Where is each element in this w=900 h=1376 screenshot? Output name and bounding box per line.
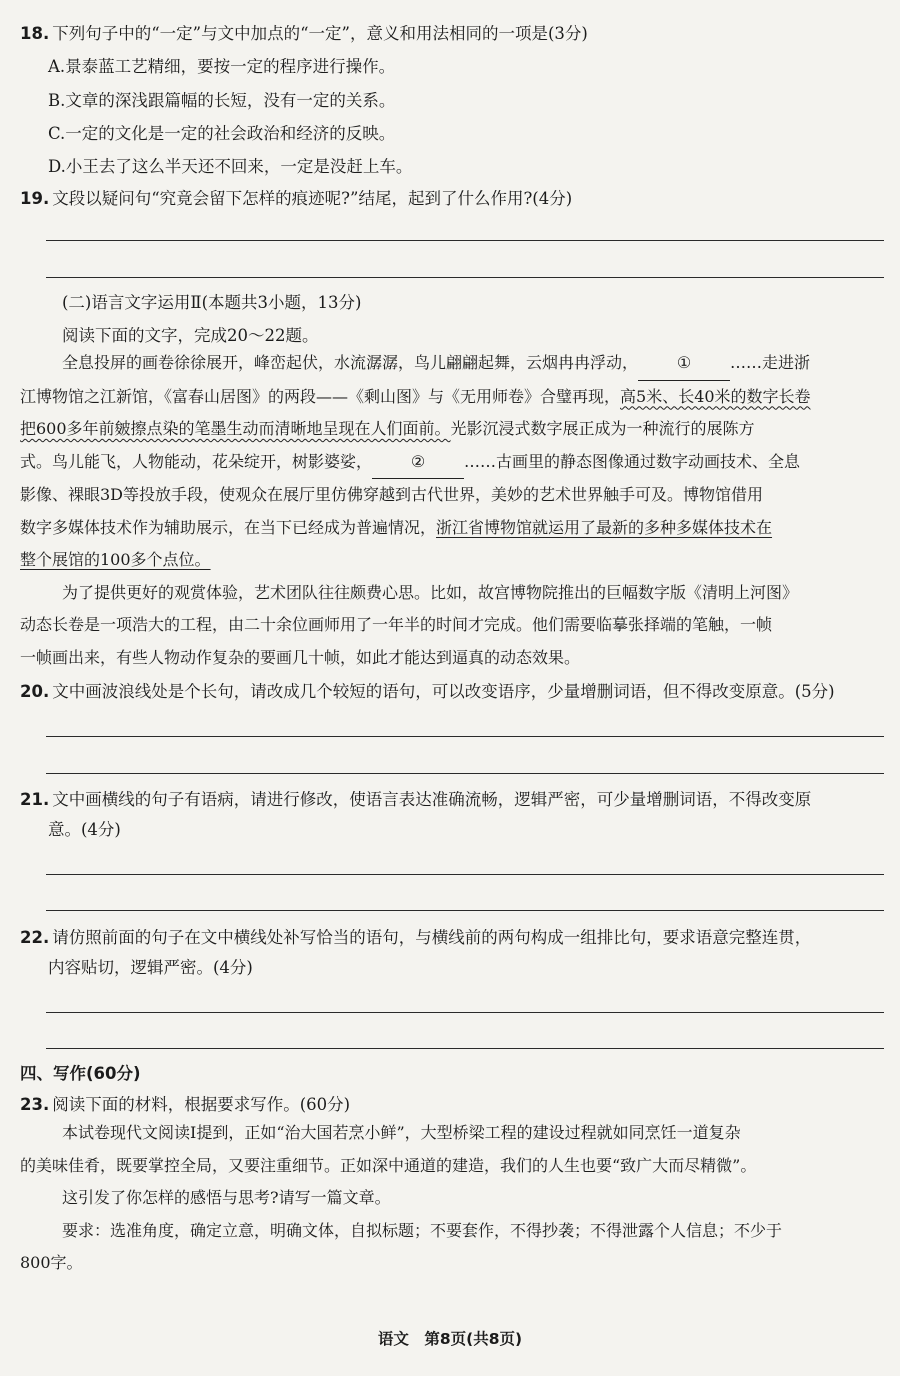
question-text: 下列句子中的“一定”与文中加点的“一定”，意义和用法相同的一项是(3分) bbox=[52, 24, 588, 43]
answer-line[interactable] bbox=[46, 240, 884, 241]
material-line: 800字。 bbox=[20, 1253, 83, 1272]
question-number: 18. bbox=[20, 24, 50, 43]
underlined-sentence: 浙江省博物馆就运用了最新的多种多媒体技术在 bbox=[436, 517, 773, 537]
question-18 bbox=[20, 22, 885, 46]
passage-line: 影像、裸眼3D等投放手段，使观众在展厅里仿佛穿越到古代世界，美妙的艺术世界触手可及。博物馆借用 bbox=[20, 485, 764, 504]
wavy-underlined-sentence: 把600多年前皴擦点染的笔墨生动而清晰地呈现在人们面前。 bbox=[20, 419, 451, 438]
question-21 bbox=[20, 788, 885, 812]
option-d: D.小王去了这么半天还不回来，一定是没赶上车。 bbox=[48, 157, 413, 176]
question-19 bbox=[20, 187, 885, 211]
passage-line: 把600多年前皴擦点染的笔墨生动而清晰地呈现在人们面前。光影沉浸式数字展正成为一种流行的展陈方 bbox=[20, 419, 755, 438]
question-number: 19. bbox=[20, 189, 50, 208]
passage-line: 数字多媒体技术作为辅助展示，在当下已经成为普遍情况，浙江省博物馆就运用了最新的多种多媒体技术在 bbox=[20, 517, 773, 537]
question-23 bbox=[20, 1093, 885, 1117]
material-line: 本试卷现代文阅读Ⅰ提到，正如“治大国若烹小鲜”，大型桥梁工程的建设过程就如同烹饪一道复杂 bbox=[62, 1123, 741, 1142]
question-number: 23. bbox=[20, 1095, 50, 1114]
question-text: 阅读下面的材料，根据要求写作。(60分) bbox=[52, 1095, 351, 1114]
answer-line[interactable] bbox=[46, 910, 884, 911]
passage-line: 江博物馆之江新馆，《富春山居图》的两段——《剩山图》与《无用师卷》合璧再现，高5米、长40米的数字长卷 bbox=[20, 386, 811, 406]
question-20 bbox=[20, 680, 885, 704]
passage-line: 为了提供更好的观赏体验，艺术团队往往颇费心思。比如，故宫博物院推出的巨幅数字版《清明上河图》 bbox=[62, 582, 799, 602]
section-title: 四、写作(60分) bbox=[20, 1064, 141, 1083]
reading-instruction: 阅读下面的文字，完成20～22题。 bbox=[62, 326, 319, 345]
reading-passage bbox=[20, 347, 884, 674]
answer-line[interactable] bbox=[46, 277, 884, 278]
material-line: 要求：选准角度，确定立意，明确文体，自拟标题；不要套作，不得抄袭；不得泄露个人信息；不少于 bbox=[62, 1220, 783, 1240]
underlined-sentence: 整个展馆的100多个点位。 bbox=[20, 550, 211, 569]
passage-line: 式。鸟儿能飞，人物能动，花朵绽开，树影婆娑， ② ……古画里的静态图像通过数字动画技术、全息 bbox=[20, 446, 884, 480]
question-number: 20. bbox=[20, 682, 50, 701]
answer-line[interactable] bbox=[46, 1048, 884, 1049]
passage-line: 动态长卷是一项浩大的工程，由二十余位画师用了一年半的时间才完成。他们需要临摹张择端的笔触，一帧 bbox=[20, 615, 773, 634]
passage-line bbox=[20, 544, 884, 577]
question-number: 22. bbox=[20, 928, 50, 947]
question-number: 21. bbox=[20, 790, 50, 809]
material-line: 的美味佳肴，既要掌控全局，又要注重细节。正如深中通道的建造，我们的人生也要“致广大而尽精微”。 bbox=[20, 1155, 757, 1175]
option-a: A.景泰蓝工艺精细，要按一定的程序进行操作。 bbox=[48, 57, 396, 76]
question-text: 文段以疑问句“究竟会留下怎样的痕迹呢?”结尾，起到了什么作用?(4分) bbox=[52, 189, 573, 208]
question-text-continued: 内容贴切，逻辑严密。(4分) bbox=[48, 958, 253, 977]
material-line: 这引发了你怎样的感悟与思考?请写一篇文章。 bbox=[62, 1188, 391, 1207]
passage-line: 全息投屏的画卷徐徐展开，峰峦起伏，水流潺潺，鸟儿翩翩起舞，云烟冉冉浮动， ① ……走进浙 bbox=[20, 347, 884, 381]
question-22 bbox=[20, 926, 885, 950]
passage-line: 一帧画出来，有些人物动作复杂的要画几十帧，如此才能达到逼真的动态效果。 bbox=[20, 647, 581, 667]
question-text: 文中画横线的句子有语病，请进行修改，使语言表达准确流畅，逻辑严密，可少量增删词语，不得改变原 bbox=[52, 790, 812, 809]
wavy-underlined-sentence: 高5米、长40米的数字长卷 bbox=[620, 386, 811, 406]
blank-2[interactable]: ② bbox=[372, 446, 464, 480]
page-footer: 语文 第8页(共8页) bbox=[377, 1330, 523, 1348]
answer-line[interactable] bbox=[46, 773, 884, 774]
answer-line[interactable] bbox=[46, 874, 884, 875]
section-title: (二)语言文字运用Ⅱ(本题共3小题，13分) bbox=[62, 293, 362, 312]
question-text-continued: 意。(4分) bbox=[48, 820, 121, 839]
question-text: 文中画波浪线处是个长句，请改成几个较短的语句，可以改变语序，少量增删词语，但不得改变原意。(5分) bbox=[52, 682, 835, 701]
option-c: C.一定的文化是一定的社会政治和经济的反映。 bbox=[48, 124, 396, 143]
blank-1[interactable]: ① bbox=[638, 347, 730, 381]
answer-line[interactable] bbox=[46, 736, 884, 737]
writing-material bbox=[20, 1117, 884, 1280]
answer-line[interactable] bbox=[46, 1012, 884, 1013]
question-text: 请仿照前面的句子在文中横线处补写恰当的语句，与横线前的两句构成一组排比句，要求语意完整连贯， bbox=[52, 928, 812, 947]
option-b: B.文章的深浅跟篇幅的长短，没有一定的关系。 bbox=[48, 91, 396, 110]
